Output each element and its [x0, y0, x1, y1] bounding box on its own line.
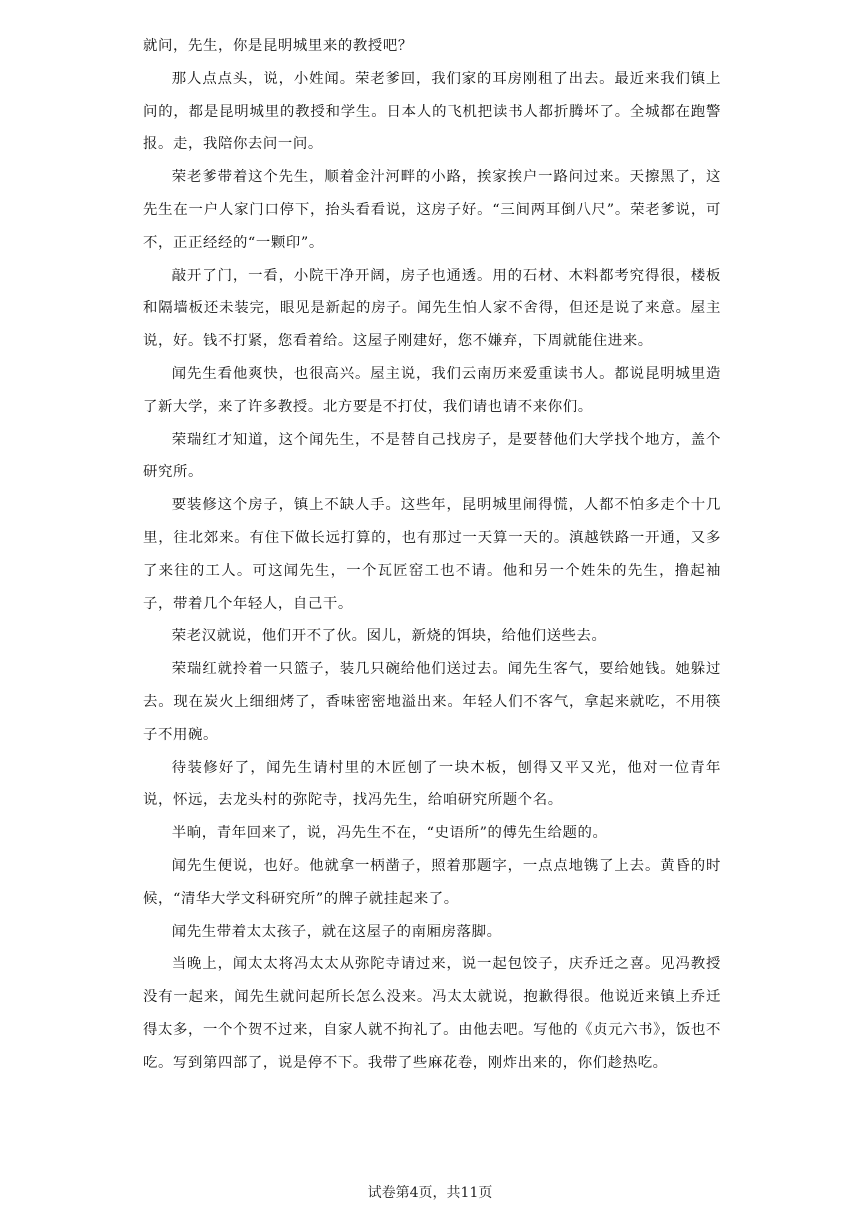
paragraph: 荣瑞红就拎着一只篮子，装几只碗给他们送过去。闻先生客气，要给她钱。她躲过去。现在炭火上细细烤了，香味密密地溢出来。年轻人们不客气，拿起来就吃，不用筷子不用碗。: [143, 661, 721, 743]
paragraph: 半晌，青年回来了，说，冯先生不在，“史语所”的傅先生给题的。: [171, 825, 608, 842]
page-number-footer: 试卷第4页，共11页: [367, 1185, 493, 1201]
paragraph: 闻先生便说，也好。他就拿一柄凿子，照着那题字，一点点地镌了上去。黄昏的时候，“清华大学文科研究所”的牌子就挂起来了。: [143, 857, 721, 907]
paragraph: 待装修好了，闻先生请村里的木匠刨了一块木板，刨得又平又光，他对一位青年说，怀远，去龙头村的弥陀寺，找冯先生，给咱研究所题个名。: [143, 759, 721, 809]
paragraph: 荣老汉就说，他们开不了伙。囡儿，新烧的饵块，给他们送些去。: [171, 628, 607, 645]
paragraph: 要装修这个房子，镇上不缺人手。这些年，昆明城里闹得慌，人都不怕多走个十几里，往北郊来。有住下做长远打算的，也有那过一天算一天的。滇越铁路一开通，又多了来往的工人。可这闻先生，一个瓦匠窑工也不请。他和另一个姓朱的先生，撸起袖子，带着几个年轻人，自己干。: [143, 497, 721, 612]
paragraph: 当晚上，闻太太将冯太太从弥陀寺请过来，说一起包饺子，庆乔迁之喜。见冯教授没有一起来，闻先生就问起所长怎么没来。冯太太就说，抱歉得很。他说近来镇上乔迁得太多，一个个贺不过来，自家人就不拘礼了。由他去吧。写他的《贞元六书》，饭也不吃。写到第四部了，说是停不下。我带了些麻花卷，刚炸出来的，你们趁热吃。: [143, 956, 721, 1071]
paragraph: 闻先生看他爽快，也很高兴。屋主说，我们云南历来爱重读书人。都说昆明城里造了新大学，来了许多教授。北方要是不打仗，我们请也请不来你们。: [143, 365, 721, 415]
paragraph: 闻先生带着太太孩子，就在这屋子的南厢房落脚。: [171, 923, 502, 940]
paragraph: 荣老爹带着这个先生，顺着金汁河畔的小路，挨家挨户一路问过来。天擦黑了，这先生在一户人家门口停下，抬头看看说，这房子好。“三间两耳倒八尺”。荣老爹说，可不，正正经经的“一颗印”。: [143, 169, 721, 251]
paragraph: 敲开了门，一看，小院干净开阔，房子也通透。用的石材、木料都考究得很，楼板和隔墙板还未装完，眼见是新起的房子。闻先生怕人家不舍得，但还是说了来意。屋主说，好。钱不打紧，您看着给。这屋子刚建好，您不嫌弃，下周就能住进来。: [143, 267, 721, 350]
paragraph: 荣瑞红才知道，这个闻先生，不是替自己找房子，是要替他们大学找个地方，盖个研究所。: [143, 431, 721, 481]
exam-page-body: [143, 30, 721, 1080]
paragraph: 就问，先生，你是昆明城里来的教授吧？: [143, 38, 413, 54]
paragraph: 那人点点头，说，小姓闻。荣老爹回，我们家的耳房刚租了出去。最近来我们镇上问的，都是昆明城里的教授和学生。日本人的飞机把读书人都折腾坏了。全城都在跑警报。走，我陪你去问一问。: [143, 70, 721, 153]
